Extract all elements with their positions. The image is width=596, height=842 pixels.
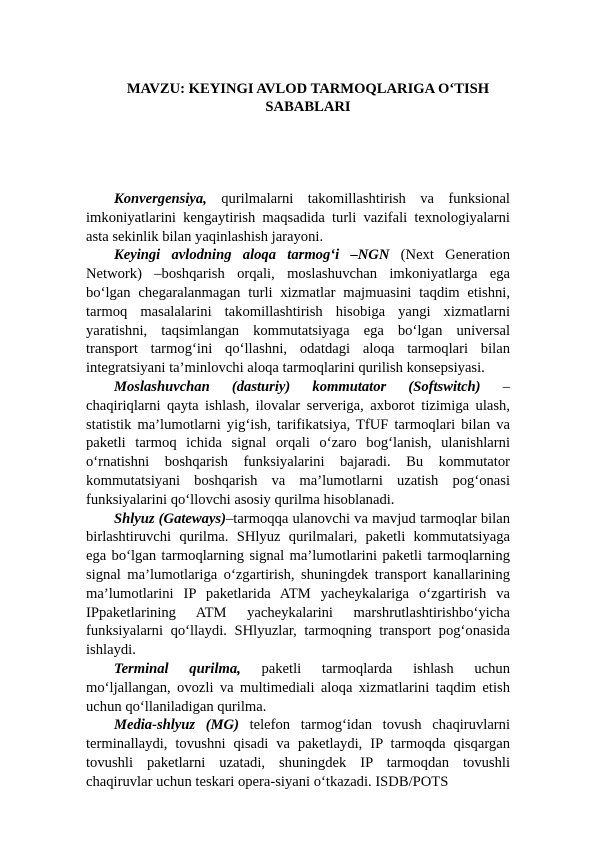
document-body [86, 190, 510, 792]
definition-gateways: –tarmoqqa ulanovchi va mavjud tarmoqlar bilan birlashtiruvchi qurilma. SHlyuz qurilmalari, paketli kommutatsiyaga ega bo‘lgan tarmoqlarning signal ma’lumotlarini paketli tarmoqlarning signal ma’lumotlariga o‘zgartirish, shuningdek transport kanallarining ma’lumotlarini IP paketlarida ATM yacheykalariga o‘zgartirish va IPpaketlarining ATM yacheykalarini marshrutlashtirishbo‘yicha funksiyalarni qo‘llaydi. SHlyuzlar, tarmoqning transport pog‘onasida ishlaydi. [86, 510, 510, 659]
term-ngn: Keyingi avlodning aloqa tarmog‘i –NGN [114, 247, 390, 264]
page-title [84, 80, 514, 116]
definition-terminal: paketli tarmoqlarda ishlash uchun mo‘ljallangan, ovozli va multimediali aloqa xizmatlarini taqdim etish uchun qo‘llaniladigan qurilma. [86, 660, 510, 715]
paragraph-softswitch [86, 378, 510, 510]
paragraph-ngn [86, 246, 510, 378]
paragraph-konvergensiya [86, 190, 510, 246]
paragraph-media-gateway [86, 716, 510, 791]
definition-ngn: (Next Generation Network) –boshqarish orqali, moslashuvchan imkoniyatlarga ega bo‘lgan chegaralanmagan turli xizmatlar majmuasini taqdim etishni, tarmoq masalalarini takomillashtirish hisobiga yangi xizmatlarni yaratishni, taqsimlangan kommutatsiyaga ega bo‘lgan universal transport tarmog‘ini qo‘llashni, odatdagi aloqa tarmoqlari bilan integratsiyani ta’minlovchi aloqa tarmoqlarini qurilish konsepsiyasi. [86, 247, 511, 377]
title-line-1: MAVZU: KEYINGI AVLOD TARMOQLARIGA O‘TISH [126, 81, 490, 97]
term-konvergensiya: Konvergensiya, [114, 191, 207, 207]
definition-softswitch: – chaqiriqlarni qayta ishlash, ilovalar serveriga, axborot tizimiga ulash, statistik ma’lumotlarni yig‘ish, tarifikatsiya, TfUF tarmoqlari bilan va paketli tarmoq ichida signal orqali o‘zaro bog‘lanish, ulanishlarni o‘rnatishni boshqarish funksiyalarini bajaradi. Bu kommutator kommutatsiyani boshqarish va ma’lumotlarni uzatish pog‘onasi funksiyalarini qo‘llovchi asosiy qurilma hisoblanadi. [86, 378, 510, 508]
term-gateways: Shlyuz (Gateways) [114, 510, 226, 527]
paragraph-terminal [86, 660, 510, 716]
title-line-2: SABABLARI [265, 99, 351, 115]
definition-konvergensiya: qurilmalarni takomillashtirish va funksional imkoniyatlarini kengaytirish maqsadida turli vazifali texnologiyalarni asta sekinlik bilan yaqinlashish jarayoni. [86, 191, 510, 245]
term-media-gateway: Media-shlyuz (MG) [114, 717, 239, 734]
definition-media-gateway: telefon tarmog‘idan tovush chaqiruvlarni terminallaydi, tovushni qisadi va paketlaydi, IP tarmoqda qisqargan tovushli paketlarni uzatadi, shuningdek IP tarmoqdan tovushli chaqiruvlar uchun teskari opera-siyani o‘tkazadi. ISDB/POTS [86, 717, 511, 790]
term-terminal: Terminal qurilma, [114, 660, 241, 677]
paragraph-gateways [86, 510, 510, 660]
term-softswitch: Moslashuvchan (dasturiy) kommutator (Softswitch) [114, 378, 481, 395]
